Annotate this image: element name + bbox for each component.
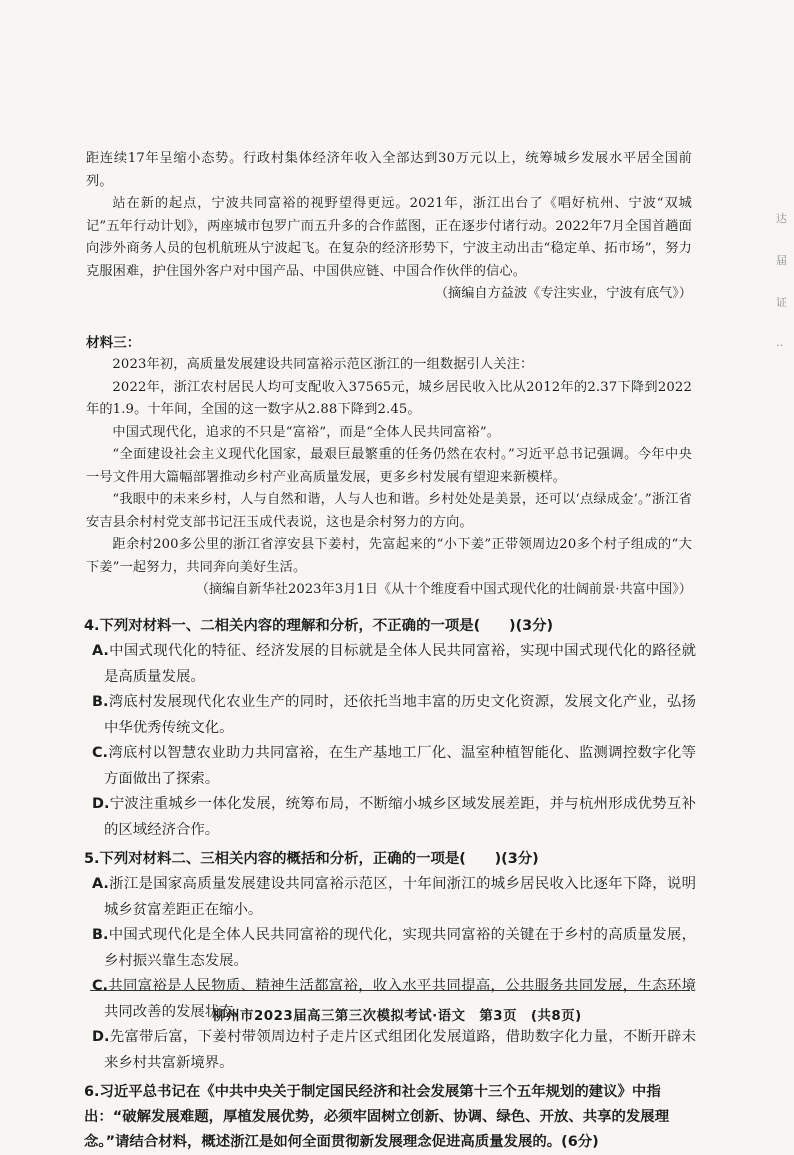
question-stem: 6.习近平总书记在《中共中央关于制定国民经济和社会发展第十三个五年规划的建议》中指出：“破解发展难题，厚植发展优势，必须牢固树立创新、协调、绿色、开放、共享的发展理念。”请结合材料，概述浙江是如何全面贯彻新发展理念促进高质量发展的。(6分): [84, 1084, 670, 1150]
material-paragraph: “我眼中的未来乡村，人与自然和谐，人与人也和谐。乡村处处是美景，还可以‘点绿成金’。”浙江省安吉县余村村党支部书记汪玉成代表说，这也是余村努力的方向。: [86, 492, 692, 530]
material-paragraph: 距余村200多公里的浙江省淳安县下姜村，先富起来的“小下姜”正带领周边20多个村子组成的“大下姜”一起努力，共同奔向美好生活。: [86, 537, 692, 575]
material-paragraph: 2023年初，高质量发展建设共同富裕示范区浙江的一组数据引人关注：: [112, 357, 534, 372]
passage-paragraph: 距连续17年呈缩小态势。行政村集体经济年收入全部达到30万元以上，统筹城乡发展水平居全国前列。: [86, 151, 692, 189]
question-4: [84, 614, 696, 843]
margin-mark: ‥: [776, 336, 784, 349]
question-5: [84, 847, 696, 1076]
material-paragraph: 2022年，浙江农村居民人均可支配收入37565元，城乡居民收入比从2012年的2.37下降到2022年的1.9。十年间，全国的这一数字从2.88下降到2.45。: [86, 379, 692, 417]
option-d: D.先富带后富，下姜村带领周边村子走片区式组团化发展道路，借助数字化力量，不断开辟未来乡村共富新境界。: [92, 1029, 696, 1071]
option-b: B.中国式现代化是全体人民共同富裕的现代化，实现共同富裕的关键在于乡村的高质量发展，乡村振兴靠生态发展。: [92, 927, 696, 969]
material-paragraph: 中国式现代化，追求的不只是“富裕”，而是“全体人民共同富裕”。: [112, 424, 501, 440]
question-stem: 4.下列对材料一、二相关内容的理解和分析，不正确的一项是( )(3分): [84, 618, 554, 634]
option-d: D.宁波注重城乡一体化发展，统筹布局，不断缩小城乡区域发展差距，并与杭州形成优势互补的区域经济合作。: [92, 796, 696, 838]
question-stem: 5.下列对材料二、三相关内容的概括和分析，正确的一项是( )(3分): [84, 851, 539, 867]
option-c: C.共同富裕是人民物质、精神生活都富裕，收入水平共同提高，公共服务共同发展，生态环境共同改善的发展状态。: [92, 978, 696, 1020]
option-b: B.湾底村发展现代化农业生产的同时，还依托当地丰富的历史文化资源，发展文化产业，弘扬中华优秀传统文化。: [92, 694, 696, 736]
source-citation: （摘编自新华社2023年3月1日《从十个维度看中国式现代化的壮阔前景·共富中国》）: [195, 582, 692, 597]
passage-paragraph: 站在新的起点，宁波共同富裕的视野望得更远。2021年，浙江出台了《唱好杭州、宁波“双城记”五年行动计划》，两座城市包罗广而五升多的合作蓝图，正在逐步付诸行动。2022年7月全国首趟面向涉外商务人员的包机航班从宁波起飞。在复杂的经济形势下，宁波主动出击“稳定单、拓市场”，努力克服困难，护住国外客户对中国产品、中国供应链、中国合作伙伴的信心。: [86, 196, 692, 279]
margin-mark: 证: [776, 296, 787, 309]
page-footer: 柳州市2023届高三第三次模拟考试·语文 第3页 (共8页): [212, 1009, 582, 1024]
question-6: [84, 1080, 696, 1155]
option-a: A.中国式现代化的特征、经济发展的目标就是全体人民共同富裕，实现中国式现代化的路径就是高质量发展。: [92, 643, 696, 685]
passage-top: [86, 148, 692, 306]
footer-divider: [90, 990, 690, 991]
margin-mark: 届: [776, 254, 787, 267]
material-three: [86, 332, 692, 602]
option-a: A.浙江是国家高质量发展建设共同富裕示范区，十年间浙江的城乡居民收入比逐年下降，说明城乡贫富差距正在缩小。: [92, 876, 696, 918]
material-paragraph: “全面建设社会主义现代化国家，最艰巨最繁重的任务仍然在农村。”习近平总书记强调。今年中央一号文件用大篇幅部署推动乡村产业高质量发展，更多乡村发展有望迎来新模样。: [86, 447, 692, 485]
binding-margin-marks: [776, 210, 794, 375]
margin-mark: 达: [776, 212, 787, 225]
option-c: C.湾底村以智慧农业助力共同富裕，在生产基地工厂化、温室种植智能化、监测调控数字化等方面做出了探索。: [92, 745, 696, 787]
material-heading: 材料三：: [86, 335, 141, 351]
source-citation: （摘编自方益波《专注实业，宁波有底气》）: [434, 286, 692, 301]
